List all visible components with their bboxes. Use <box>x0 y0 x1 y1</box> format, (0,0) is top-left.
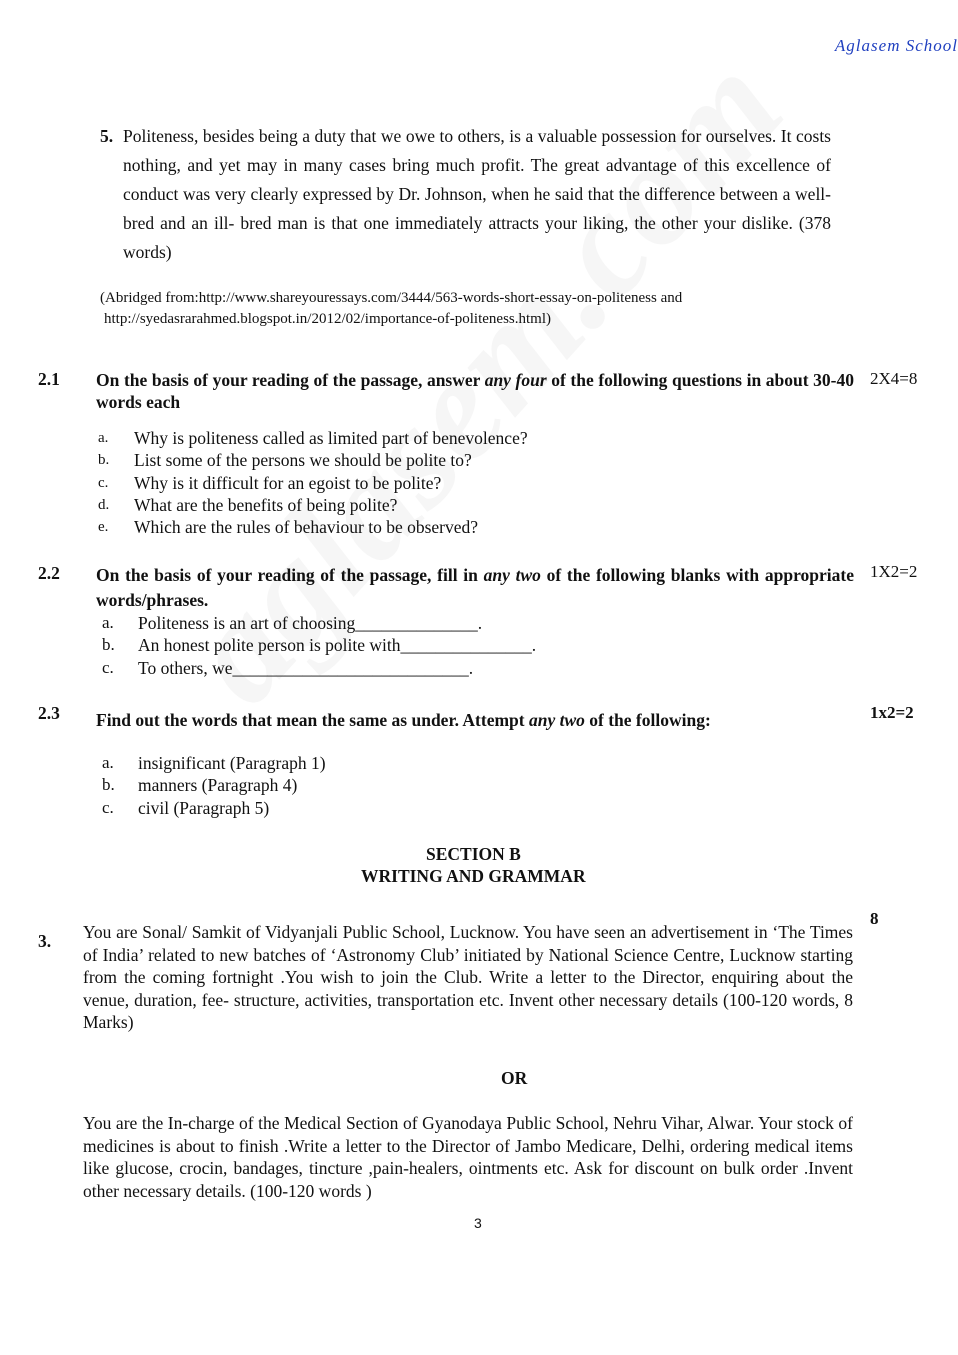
question-prompt <box>96 369 854 413</box>
prompt-text: of the following: <box>584 710 711 730</box>
question-number: 2.1 <box>38 369 60 389</box>
option-letter: c. <box>102 657 114 677</box>
prompt-text: On the basis of your reading of the passage, fill in <box>96 565 484 585</box>
option-letter: c. <box>102 797 114 817</box>
option-letter: d. <box>98 496 110 513</box>
option-letter: a. <box>98 430 109 446</box>
option-text: civil (Paragraph 5) <box>138 797 270 818</box>
prompt-text: On the basis of your reading of the passage, answer <box>96 370 485 390</box>
page-number: 3 <box>474 1215 482 1231</box>
prompt-emphasis: any two <box>528 710 585 730</box>
question-prompt <box>96 563 854 613</box>
question-text: You are Sonal/ Samkit of Vidyanjali Public School, Lucknow. You have seen an advertisement in ‘The Times of India’ related to new batches of ‘Astronomy Club’ initiated by National Science Centre, Lucknow starting from the coming fortnight .You wish to join the Club. Write a letter to the Director, enquiring about the venue, duration, fee- structure, activities, transportation etc. Invent other necessary details (100-120 words, 8 Marks) <box>83 922 853 1032</box>
or-separator: OR <box>501 1068 528 1088</box>
question-prompt <box>96 709 854 731</box>
question-number: 2.3 <box>38 703 60 723</box>
brand-header: Aglasem School <box>834 36 958 55</box>
paragraph-number: 5. <box>100 126 114 146</box>
question-marks: 1X2=2 <box>870 562 918 581</box>
option-text: What are the benefits of being polite? <box>134 494 398 515</box>
question-number: 2.2 <box>38 563 60 583</box>
section-title: SECTION B <box>426 844 521 864</box>
option-text: Politeness is an art of choosing______________. <box>138 613 483 633</box>
section-subtitle: WRITING AND GRAMMAR <box>361 866 586 886</box>
option-text: Which are the rules of behaviour to be observed? <box>134 517 479 538</box>
option-text: Why is it difficult for an egoist to be polite? <box>134 472 442 493</box>
source-line-1: (Abridged from:http://www.shareyouressays.com/3444/563-words-short-essay-on-politeness and <box>100 290 683 306</box>
prompt-emphasis: any two <box>483 565 541 585</box>
option-letter: b. <box>102 775 115 795</box>
paragraph-text: Politeness, besides being a duty that we owe to others, is a valuable possession for ourselves. It costs nothing, and yet may in many cases bring much profit. The great advantage of this excellence of conduct was very clearly expressed by Dr. Johnson, when he said that the difference between a well-bred and an ill- bred man is that one immediately attracts your liking, the other your dislike. (378 words) <box>123 126 831 262</box>
option-text: An honest polite person is polite with_______________. <box>138 635 537 656</box>
question-number: 3. <box>38 931 52 951</box>
source-line-2: http://syedasrarahmed.blogspot.in/2012/02/importance-of-politeness.html) <box>104 311 551 327</box>
prompt-emphasis: any four <box>484 370 547 390</box>
passage-paragraph-5 <box>100 122 831 267</box>
option-text: List some of the persons we should be polite to? <box>134 450 472 471</box>
question-marks: 1x2=2 <box>870 703 914 722</box>
option-letter: a. <box>102 613 114 632</box>
option-letter: a. <box>102 753 114 772</box>
option-letter: b. <box>102 635 115 655</box>
prompt-text: of the following questions in about 30-40 words each <box>96 370 854 412</box>
prompt-text: Find out the words that mean the same as under. Attempt <box>96 710 529 730</box>
question-alt-text: You are the In-charge of the Medical Section of Gyanodaya Public School, Nehru Vihar, Alwar. Your stock of medicines is about to finish .Write a letter to the Director of Jambo Medicare, Delhi, ordering medical items like glucose, crocin, bandages, tincture ,pain-healers, ointments etc. Ask for discount on bulk order .Invent other necessary details. (100-120 words ) <box>83 1113 853 1201</box>
option-text: insignificant (Paragraph 1) <box>138 753 326 773</box>
option-letter: c. <box>98 474 109 491</box>
option-text: Why is politeness called as limited part of benevolence? <box>134 428 528 448</box>
question-marks: 2X4=8 <box>870 369 918 388</box>
option-text: manners (Paragraph 4) <box>138 775 298 796</box>
option-text: To others, we___________________________. <box>138 657 474 678</box>
option-letter: b. <box>98 452 110 469</box>
option-letter: e. <box>98 519 109 536</box>
question-marks: 8 <box>870 909 879 928</box>
prompt-text: of the following blanks with appropriate words/phrases. <box>96 565 854 610</box>
passage-source <box>100 288 682 330</box>
